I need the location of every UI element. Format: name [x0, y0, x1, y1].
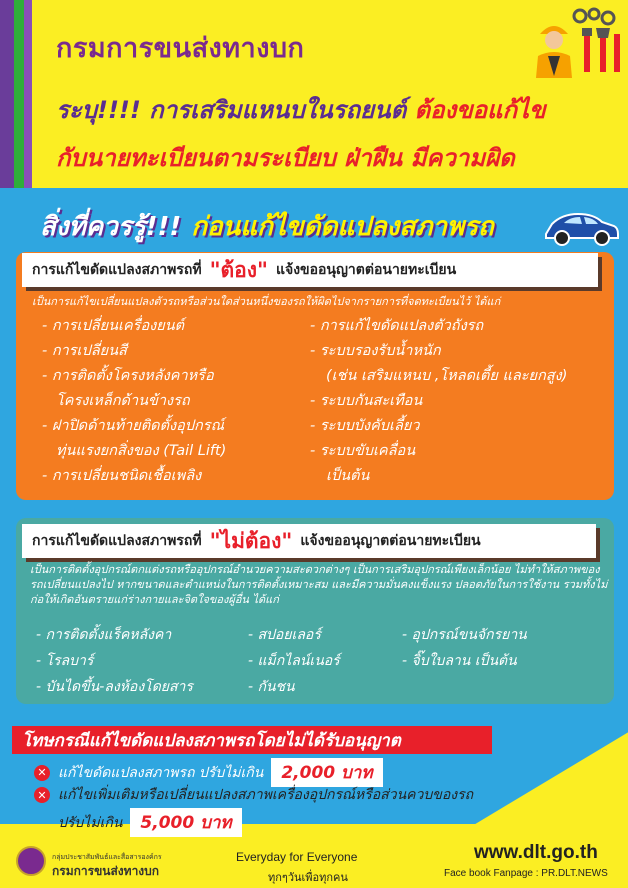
not-must-col-1: [36, 622, 193, 700]
car-icon: [542, 208, 620, 248]
not-must-label: [22, 524, 596, 558]
department-title: กรมการขนส่งทางบก: [56, 33, 305, 64]
list-item: - จิ๊บใบลาน เป็นต้น: [402, 653, 517, 669]
alert-line-1: [56, 90, 546, 129]
penalty-row-2: [34, 784, 473, 806]
list-item: - สปอยเลอร์: [248, 627, 321, 643]
must-label: [22, 253, 598, 287]
list-item: - การแก้ไขดัดแปลงตัวถังรถ: [310, 318, 484, 334]
must-list-right: [310, 314, 567, 489]
know-title: สิ่งที่ควรรู้!!!: [40, 212, 182, 242]
footer-wedge: [472, 730, 628, 826]
left-stripe: [14, 0, 24, 188]
list-item: - แม็กไลน์เนอร์: [248, 653, 340, 669]
slogan-thai: ทุกๆวันเพื่อทุกคน: [268, 871, 348, 884]
list-item: - โรลบาร์: [36, 653, 94, 669]
must-label-emph: "ต้อง": [209, 257, 268, 282]
facebook-fanpage: Face book Fanpage : PR.DLT.NEWS: [444, 868, 608, 879]
slogan-english: Everyday for Everyone: [236, 850, 358, 864]
dlt-seal-logo: [16, 846, 46, 876]
must-label-post: แจ้งขออนุญาตต่อนายทะเบียน: [275, 262, 457, 278]
penalty-row-2-text: แก้ไขเพิ่มเติมหรือเปลี่ยนแปลงสภาพเครื่องอุปกรณ์หรือส่วนควบของรถ: [58, 787, 474, 803]
list-item: - ระบบกันสะเทือน: [310, 393, 423, 409]
left-stripe: [0, 0, 14, 188]
list-item: - การติดตั้งโครงหลังคาหรือ: [42, 368, 214, 384]
list-item: โครงเหล็กด้านข้างรถ: [56, 393, 190, 409]
org-subunit: กลุ่มประชาสัมพันธ์และสื่อสารองค์กร: [52, 853, 162, 861]
left-stripe: [24, 0, 32, 188]
website-link[interactable]: www.dlt.go.th: [474, 842, 598, 863]
x-circle-icon: ✕: [34, 765, 50, 781]
list-item: - การเปลี่ยนชนิดเชื้อเพลิง: [42, 468, 202, 484]
list-item: - กันชน: [248, 679, 295, 695]
list-item: - การติดตั้งแร็คหลังคา: [36, 627, 172, 643]
not-must-label-pre: การแก้ไขดัดแปลงสภาพรถที่: [32, 533, 202, 549]
list-item: - การเปลี่ยนสี: [42, 343, 127, 359]
org-name: กรมการขนส่งทางบก: [52, 864, 160, 878]
penalty-row-1: [34, 758, 383, 787]
alert-red: ต้องขอแก้ไข: [414, 96, 546, 124]
list-item: ทุ่นแรงยกสิ่งของ (Tail Lift): [56, 443, 227, 459]
penalty-title: โทษกรณีแก้ไขดัดแปลงสภาพรถโดยไม่ได้รับอนุญาต: [12, 726, 492, 754]
alert-prefix: ระบุ!!!!: [56, 96, 141, 124]
mechanic-worker-icon: [528, 6, 624, 78]
list-item: - ระบบรองรับน้ำหนัก: [310, 343, 441, 359]
penalty-amount-2: 5,000 บาท: [130, 808, 241, 837]
must-description: เป็นการแก้ไขเปลี่ยนแปลงตัวรถหรือส่วนใดส่วนหนึ่งของรถให้ผิดไปจากรายการที่จดทะเบียนไว้ ได้แก่: [32, 295, 501, 308]
list-item: - ระบบขับเคลื่อน: [310, 443, 416, 459]
must-label-pre: การแก้ไขดัดแปลงสภาพรถที่: [32, 262, 202, 278]
penalty-amount-1: 2,000 บาท: [271, 758, 382, 787]
alert-mid: การเสริมแหนบในรถยนต์: [149, 96, 407, 124]
list-item: (เช่น เสริมแหนบ ,โหลดเตี้ย และยกสูง): [326, 368, 568, 384]
know-subtitle: ก่อนแก้ไขดัดแปลงสภาพรถ: [191, 212, 494, 242]
x-circle-icon: ✕: [34, 787, 50, 803]
know-heading: [40, 206, 494, 247]
list-item: - ฝาปิดด้านท้ายติดตั้งอุปกรณ์: [42, 418, 225, 434]
not-must-label-post: แจ้งขออนุญาตต่อนายทะเบียน: [300, 533, 481, 549]
penalty-row-3: [58, 808, 242, 837]
not-must-label-emph: "ไม่ต้อง": [209, 528, 293, 553]
list-item: - อุปกรณ์ขนจักรยาน: [402, 627, 527, 643]
not-must-col-3: [402, 622, 527, 674]
not-must-col-2: [248, 622, 340, 700]
penalty-row-3-text: ปรับไม่เกิน: [58, 814, 123, 831]
list-item: - บันไดขึ้น-ลงห้องโดยสาร: [36, 679, 193, 695]
must-list-left: [42, 314, 226, 489]
penalty-row-1-text: แก้ไขดัดแปลงสภาพรถ ปรับไม่เกิน: [58, 764, 264, 781]
not-must-description: เป็นการติดตั้งอุปกรณ์ตกแต่งรถหรืออุปกรณ์อำนวยความสะดวกต่างๆ เป็นการเสริมอุปกรณ์เพียงเล็กน้อย ไม่ทำให้สภาพของรถเปลี่ยนแปลงไป หากขนาดและตำแหน่งในการติดตั้งเหมาะสม และมีความมั่นคงแข็งแรง ปลอดภัยในการใช้งาน รวมทั้งไม่ก่อให้เกิดอันตรายแก่ร่างกายและจิตใจของผู้อื่น ได้แก่: [30, 563, 608, 606]
list-item: - การเปลี่ยนเครื่องยนต์: [42, 318, 185, 334]
list-item: เป็นต้น: [326, 468, 370, 484]
alert-line-2: กับนายทะเบียนตามระเบียบ ฝ่าฝืน มีความผิด: [56, 144, 515, 172]
list-item: - ระบบบังคับเลี้ยว: [310, 418, 420, 434]
